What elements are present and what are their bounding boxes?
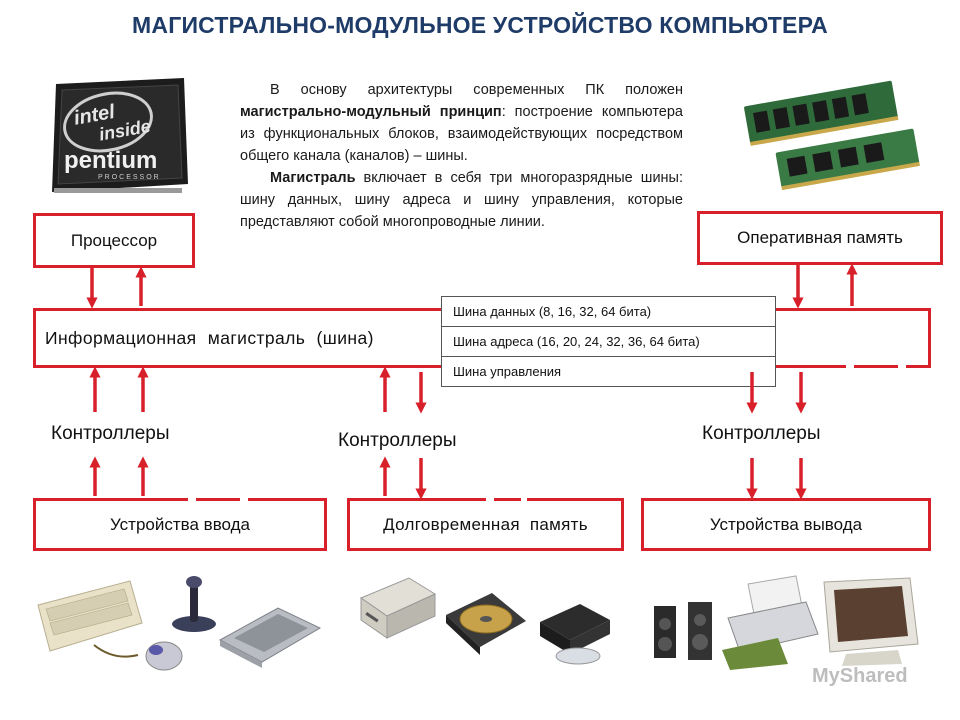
keyboard-image — [34, 575, 144, 670]
hard-disk-image — [440, 585, 530, 663]
scanner-image — [214, 600, 324, 670]
intro-p2-bold: Магистраль — [270, 170, 356, 186]
watermark-text: MyShared — [812, 665, 908, 687]
controllers-label-output: Контроллеры — [702, 423, 821, 444]
intro-p2-b: включает в себя три многоразрядные шины: шину данных, шину адреса и шину управления, которые представляют собой многопроводные линии. — [240, 170, 683, 230]
storage-label: Долговременная память — [383, 514, 588, 534]
cd-drive-image — [534, 598, 616, 670]
chip-text-inside: inside — [97, 115, 153, 145]
output-devices-label: Устройства вывода — [709, 514, 863, 534]
floppy-drive-image — [357, 572, 439, 644]
controllers-label-input: Контроллеры — [51, 423, 170, 444]
intro-p1-c: : построение компьютера из функциональных блоков, взаимодействующих посредством общего канала (каналов) – шины. — [240, 104, 683, 164]
bus-line-data: Шина данных (8, 16, 32, 64 бита) — [442, 297, 775, 327]
processor-label: Процессор — [70, 230, 158, 250]
input-devices-label: Устройства ввода — [110, 514, 250, 534]
system-bus-label: Информационная магистраль (шина) — [45, 328, 374, 348]
mouse-image — [140, 632, 190, 676]
printer-image — [718, 572, 822, 672]
intro-p1-a: В основу архитектуры современных ПК положен — [270, 82, 683, 98]
chip-text-intel: intel — [72, 100, 117, 130]
page-title: МАГИСТРАЛЬНО-МОДУЛЬНОЕ УСТРОЙСТВО КОМПЬЮТЕРА — [132, 12, 828, 38]
chip-text-processor: PROCESSOR — [98, 174, 161, 181]
speakers-image — [650, 600, 722, 664]
joystick-image — [168, 572, 220, 634]
controllers-label-storage: Контроллеры — [338, 430, 457, 451]
monitor-image — [818, 574, 924, 670]
intro-p1-bold: магистрально-модульный принцип — [240, 104, 502, 120]
bus-line-control: Шина управления — [453, 364, 562, 379]
bus-line-address: Шина адреса (16, 20, 24, 32, 36, 64 бита) — [442, 327, 775, 357]
chip-text-pentium: pentium — [64, 147, 158, 174]
ram-label: Оперативная память — [737, 228, 903, 247]
